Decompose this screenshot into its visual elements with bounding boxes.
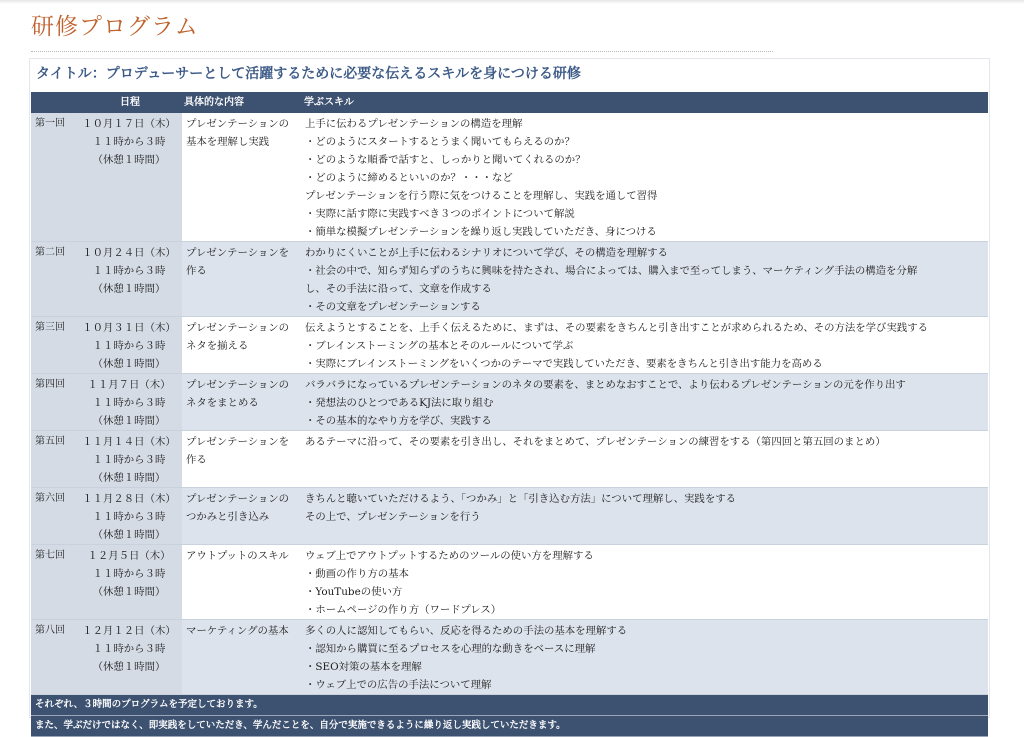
session-date-line: １２月１２日（木） (82, 625, 176, 637)
page-title: 研修プログラム (31, 14, 199, 40)
header-num (31, 92, 76, 113)
session-date-line: （休憩１時間） (92, 586, 166, 598)
title-divider (31, 51, 773, 52)
window-top-edge (0, 0, 1024, 4)
skill-item: 伝えようとすることを、上手く伝えるために、まずは、その要素をきちんと引き出すことが求められるため、その方法を学び実践する (305, 322, 929, 334)
session-skills (302, 431, 988, 488)
skill-item: プレゼンテーションを行う際に気をつけることを理解し、実践を通して習得 (305, 190, 658, 202)
session-skills (302, 113, 988, 242)
skill-item: ・認知から購買に至るプロセスを心理的な動きをベースに理解 (305, 643, 596, 655)
footer-row (31, 716, 988, 737)
session-content: プレゼンテーションのつかみと引き込み (182, 488, 302, 545)
session-date-cell (76, 242, 182, 317)
skill-item: その上で、プレゼンテーションを行う (305, 511, 481, 523)
table-row (31, 488, 988, 545)
skill-item: ・YouTubeの使い方 (305, 586, 403, 598)
skill-item: ・動画の作り方の基本 (305, 568, 409, 580)
skill-item: ・社会の中で、知らず知らずのうちに興味を持たされ、場合によっては、購入まで至ってしまう、マーケティング手法の構造を分解 (305, 265, 918, 277)
skill-item: きちんと聴いていただけるよう、「つかみ」と「引き込む方法」について理解し、実践をする (305, 493, 736, 505)
header-content: 具体的な内容 (182, 92, 302, 113)
session-date-line: （休憩１時間） (92, 283, 166, 295)
skill-item: ・どのような順番で話すと、しっかりと聞いてくれるのか？ (305, 154, 586, 166)
session-date-line: １１時から３時 (92, 340, 166, 352)
session-date-cell (76, 113, 182, 242)
session-number: 第三回 (31, 317, 76, 374)
session-skills (302, 488, 988, 545)
footer-row (31, 695, 988, 716)
skill-item: ・ホームページの作り方（ワードプレス） (305, 604, 502, 616)
session-content: プレゼンテーションのネタをまとめる (182, 374, 302, 431)
session-content: アウトプットのスキル (182, 545, 302, 620)
program-title: タイトル：プロデューサーとして活躍するために必要な伝えるスキルを身につける研修 (36, 66, 581, 82)
session-number: 第四回 (31, 374, 76, 431)
session-date-line: （休憩１時間） (92, 529, 166, 541)
session-date-line: １１時から３時 (92, 568, 166, 580)
skill-item: ・その基本的なやり方を学び、実践する (305, 415, 492, 427)
session-skills (302, 374, 988, 431)
session-date-cell (76, 545, 182, 620)
skill-item: ・実際に話す際に実践すべき３つのポイントについて解説 (305, 208, 575, 220)
table-row (31, 431, 988, 488)
session-date-line: （休憩１時間） (92, 358, 166, 370)
session-date-line: １０月１７日（木） (82, 118, 176, 130)
session-date-cell (76, 620, 182, 695)
session-number: 第七回 (31, 545, 76, 620)
table-row (31, 374, 988, 431)
session-date-cell (76, 317, 182, 374)
skill-item: バラバラになっているプレゼンテーションのネタの要素を、まとめなおすことで、より伝わるプレゼンテーションの元を作り出す (305, 379, 906, 391)
session-date-cell (76, 431, 182, 488)
skill-item: 多くの人に認知してもらい、反応を得るための手法の基本を理解する (305, 625, 628, 637)
session-number: 第一回 (31, 113, 76, 242)
skill-item: ・どのようにスタートするとうまく聞いてもらえるのか？ (305, 136, 575, 148)
session-date-cell (76, 374, 182, 431)
session-date-line: １０月２４日（木） (82, 247, 176, 259)
skill-item: ・実際にブレインストーミングをいくつかのテーマで実践していただき、要素をきちんと引き出す能力を高める (305, 358, 823, 370)
skill-item: ・SEO対策の基本を理解 (305, 661, 422, 673)
table-header-row (31, 92, 988, 113)
table-row (31, 317, 988, 374)
session-date-line: １１時から３時 (92, 643, 166, 655)
session-date-line: （休憩１時間） (92, 661, 166, 673)
session-content: プレゼンテーションを作る (182, 242, 302, 317)
session-date-line: （休憩１時間） (92, 472, 166, 484)
header-date: 日程 (76, 92, 182, 113)
session-content: プレゼンテーションの基本を理解し実践 (182, 113, 302, 242)
session-date-line: １１時から３時 (92, 265, 166, 277)
session-date-line: １２月５日（木） (87, 550, 171, 562)
session-number: 第八回 (31, 620, 76, 695)
session-date-line: １１時から３時 (92, 136, 166, 148)
session-skills (302, 545, 988, 620)
session-date-line: １１時から３時 (92, 511, 166, 523)
session-date-line: １１月２８日（木） (82, 493, 176, 505)
skill-item: ・どのように締めるといいのか？・・・など (305, 172, 513, 184)
session-date-line: １０月３１日（木） (82, 322, 176, 334)
session-skills (302, 620, 988, 695)
program-table (31, 92, 988, 737)
session-date-line: １１時から３時 (92, 397, 166, 409)
session-date-line: （休憩１時間） (92, 415, 166, 427)
session-content: プレゼンテーションのネタを揃える (182, 317, 302, 374)
skill-item: し、その手法に沿って、文章を作成する (305, 283, 492, 295)
skill-item: ・ウェブ上での広告の手法について理解 (305, 679, 492, 691)
table-row (31, 113, 988, 242)
session-date-line: １１月７日（木） (87, 379, 171, 391)
session-number: 第六回 (31, 488, 76, 545)
session-date-line: １１時から３時 (92, 454, 166, 466)
session-skills (302, 317, 988, 374)
header-skill: 学ぶスキル (302, 92, 988, 113)
skill-item: あるテーマに沿って、その要素を引き出し、それをまとめて、プレゼンテーションの練習をする（第四回と第五回のまとめ） (305, 436, 886, 448)
session-skills (302, 242, 988, 317)
skill-item: ウェブ上でアウトプットするためのツールの使い方を理解する (305, 550, 594, 562)
session-date-line: １１月１４日（木） (82, 436, 176, 448)
session-number: 第二回 (31, 242, 76, 317)
skill-item: ・簡単な模擬プレゼンテーションを繰り返し実践していただき、身につける (305, 226, 657, 238)
footer-note: それぞれ、３時間のプログラムを予定しております。 (31, 695, 988, 716)
skill-item: 上手に伝わるプレゼンテーションの構造を理解 (305, 118, 523, 130)
table-row (31, 242, 988, 317)
skill-item: ・ブレインストーミングの基本とそのルールについて学ぶ (305, 340, 574, 352)
session-date-cell (76, 488, 182, 545)
table-row (31, 620, 988, 695)
session-number: 第五回 (31, 431, 76, 488)
session-content: プレゼンテーションを作る (182, 431, 302, 488)
session-date-line: （休憩１時間） (92, 154, 166, 166)
session-content: マーケティングの基本 (182, 620, 302, 695)
table-row (31, 545, 988, 620)
footer-note: また、学ぶだけではなく、即実践をしていただき、学んだことを、自分で実施できるように繰り返し実践していただきます。 (31, 716, 988, 737)
skill-item: ・その文章をプレゼンテーションする (305, 301, 481, 313)
skill-item: わかりにくいことが上手に伝わるシナリオについて学び、その構造を理解する (305, 247, 668, 259)
skill-item: ・発想法のひとつであるKJ法に取り組む (305, 397, 494, 409)
